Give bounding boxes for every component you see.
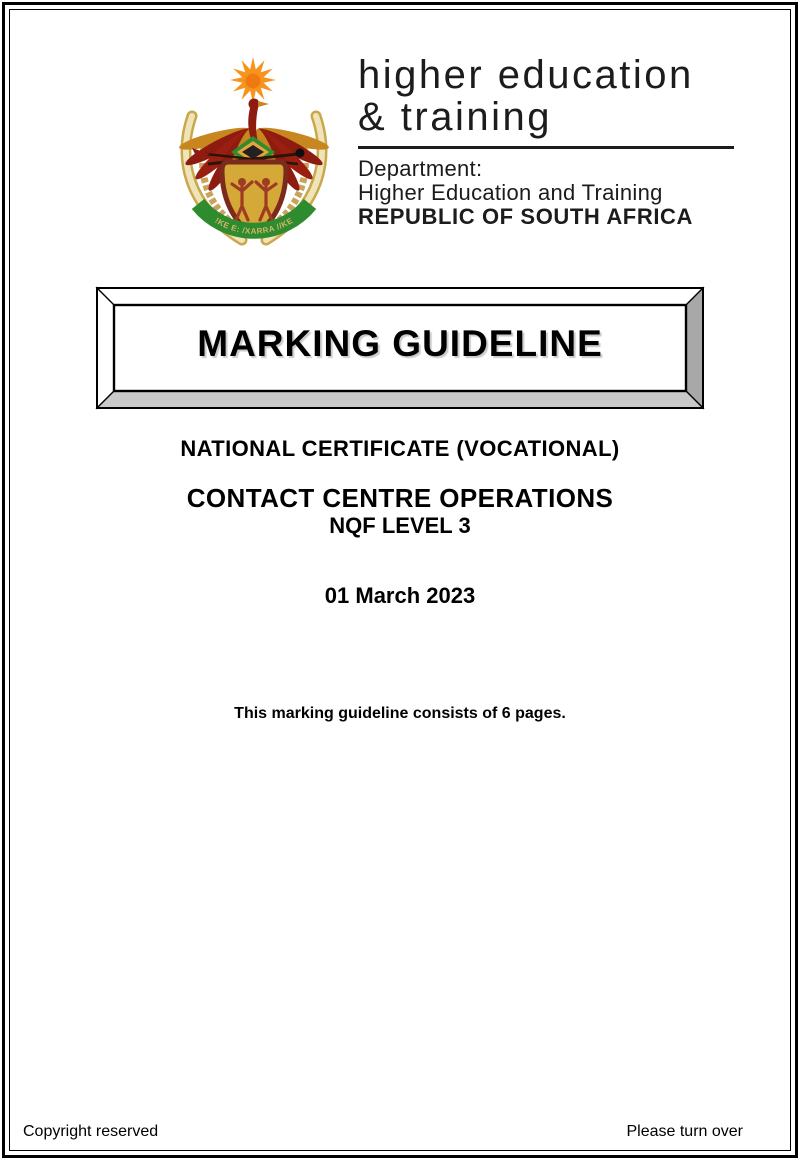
header-divider-rule [358, 146, 734, 149]
country-name: REPUBLIC OF SOUTH AFRICA [358, 204, 694, 229]
brand-line-2: & training [358, 95, 552, 139]
department-label: Department: [358, 156, 483, 181]
exam-date: 01 March 2023 [324, 583, 476, 608]
coat-of-arms-logo [168, 56, 340, 254]
sun-icon [230, 57, 276, 103]
turn-over-note: Please turn over [626, 1123, 743, 1140]
brand-line-1: higher education [358, 53, 694, 97]
department-identity [358, 157, 758, 229]
page-title: MARKING GUIDELINE [197, 323, 603, 364]
certificate-title: NATIONAL CERTIFICATE (VOCATIONAL) [180, 436, 620, 461]
page-footer [23, 1123, 743, 1141]
pages-note: This marking guideline consists of 6 pages. [234, 705, 566, 722]
nqf-level: NQF LEVEL 3 [329, 513, 471, 538]
department-name: Higher Education and Training [358, 180, 663, 205]
marking-guideline-box [95, 286, 705, 410]
motto-text: !KE E: /XARRA //KE [213, 215, 295, 236]
subject-title: CONTACT CENTRE OPERATIONS [186, 483, 614, 513]
copyright-note: Copyright reserved [23, 1123, 159, 1140]
department-wordmark [358, 54, 738, 138]
